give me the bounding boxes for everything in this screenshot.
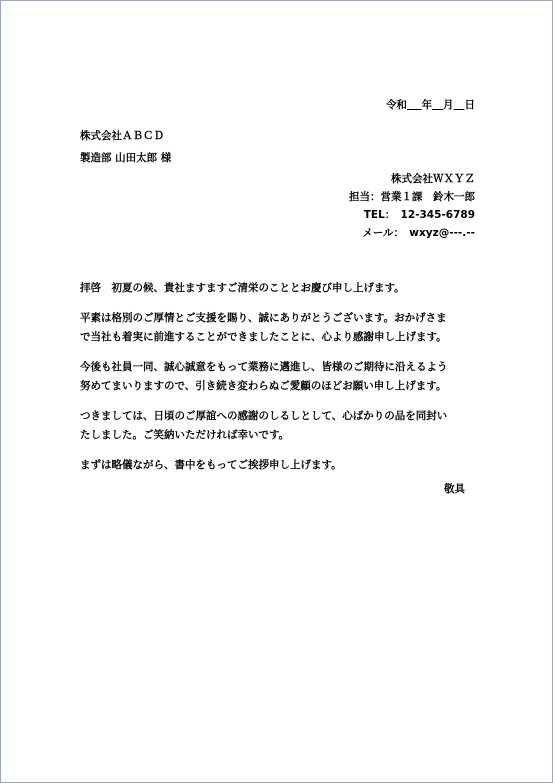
date-year-label: 年	[421, 99, 433, 111]
commitment-line-1: 今後も社員一同、誠心誠意をもって業務に邁進し、皆様のご期待に沿えるよう	[80, 361, 448, 373]
commitment-paragraph	[80, 358, 475, 396]
closing-paragraph	[80, 456, 475, 475]
sender-email: メール： wxyz@---.--	[362, 227, 475, 239]
commitment-line-2: 努めてまいりますので、引き続き変わらぬご愛顧のほどお願い申し上げます。	[80, 380, 447, 392]
sender-block	[80, 170, 475, 242]
letter-date	[80, 96, 475, 114]
letter-body	[80, 279, 475, 498]
sender-company: 株式会社ＷＸＹＺ	[391, 173, 475, 185]
date-era: 令和	[385, 99, 407, 111]
date-month-label: 月	[443, 99, 454, 111]
sender-contact: 担当：営業１課 鈴木一郎	[349, 191, 475, 203]
closing-line: まずは略儀ながら、書中をもってご挨拶申し上げます。	[80, 459, 342, 471]
gift-line-1: つきましては、日頃のご厚誼への感謝のしるしとして、心ばかりの品を同封い	[80, 410, 448, 422]
date-year-blank	[407, 99, 422, 111]
thanks-line-1: 平素は格別のご厚情とご支援を賜り、誠にありがとうございます。おかげさま	[80, 312, 447, 324]
date-day-blank	[454, 99, 465, 111]
sender-tel: TEL： 12-345-6789	[363, 209, 475, 221]
gift-paragraph	[80, 407, 475, 445]
greeting-paragraph	[80, 279, 475, 298]
greeting-line: 拝啓 初夏の候、貴社ますますご清栄のこととお慶び申し上げます。	[80, 282, 405, 294]
letter	[80, 96, 475, 498]
date-month-blank	[432, 99, 443, 111]
addressee-company: 株式会社ＡＢＣＤ	[80, 130, 164, 142]
addressee-person: 製造部 山田太郎 様	[80, 152, 172, 164]
closing-word: 敬具	[444, 483, 465, 495]
thanks-paragraph	[80, 309, 475, 347]
thanks-line-2: で当社も着実に前進することができましたことに、心より感謝申し上げます。	[80, 331, 447, 343]
date-day-label: 日	[464, 99, 475, 111]
gift-line-2: たしました。ご笑納いただければ幸いです。	[80, 429, 290, 441]
